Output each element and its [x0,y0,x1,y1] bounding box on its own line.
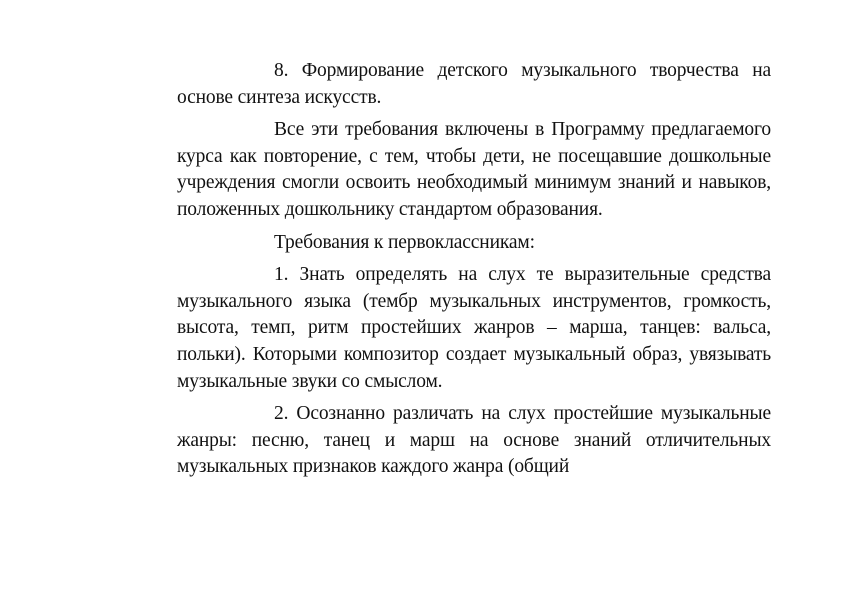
paragraph-item-8: 8. Формирование детского музыкального творчества на основе синтеза искусств. [177,60,771,108]
paragraph-program-requirements: Все эти требования включены в Программу предлагаемого курса как повторение, с тем, чтобы дети, не посещавшие дошкольные учреждения смогли освоить необходимый минимум знаний и навыков, положенных дошкольнику стандартом образования. [177,119,771,220]
document-body [177,58,771,487]
paragraph-first-graders-heading: Требования к первоклассникам: [274,231,535,253]
paragraph-requirement-2: 2. Осознанно различать на слух простейшие музыкальные жанры: песню, танец и марш на основе знаний отличительных музыкальных признаков каждого жанра (общий [177,403,771,478]
paragraph-requirement-1: 1. Знать определять на слух те выразительные средства музыкального языка (тембр музыкальных инструментов, громкость, высота, темп, ритм простейших жанров – марша, танцев: вальса, польки). Которыми композитор создает музыкальный образ, увязывать музыкальные звуки со смыслом. [177,264,771,392]
